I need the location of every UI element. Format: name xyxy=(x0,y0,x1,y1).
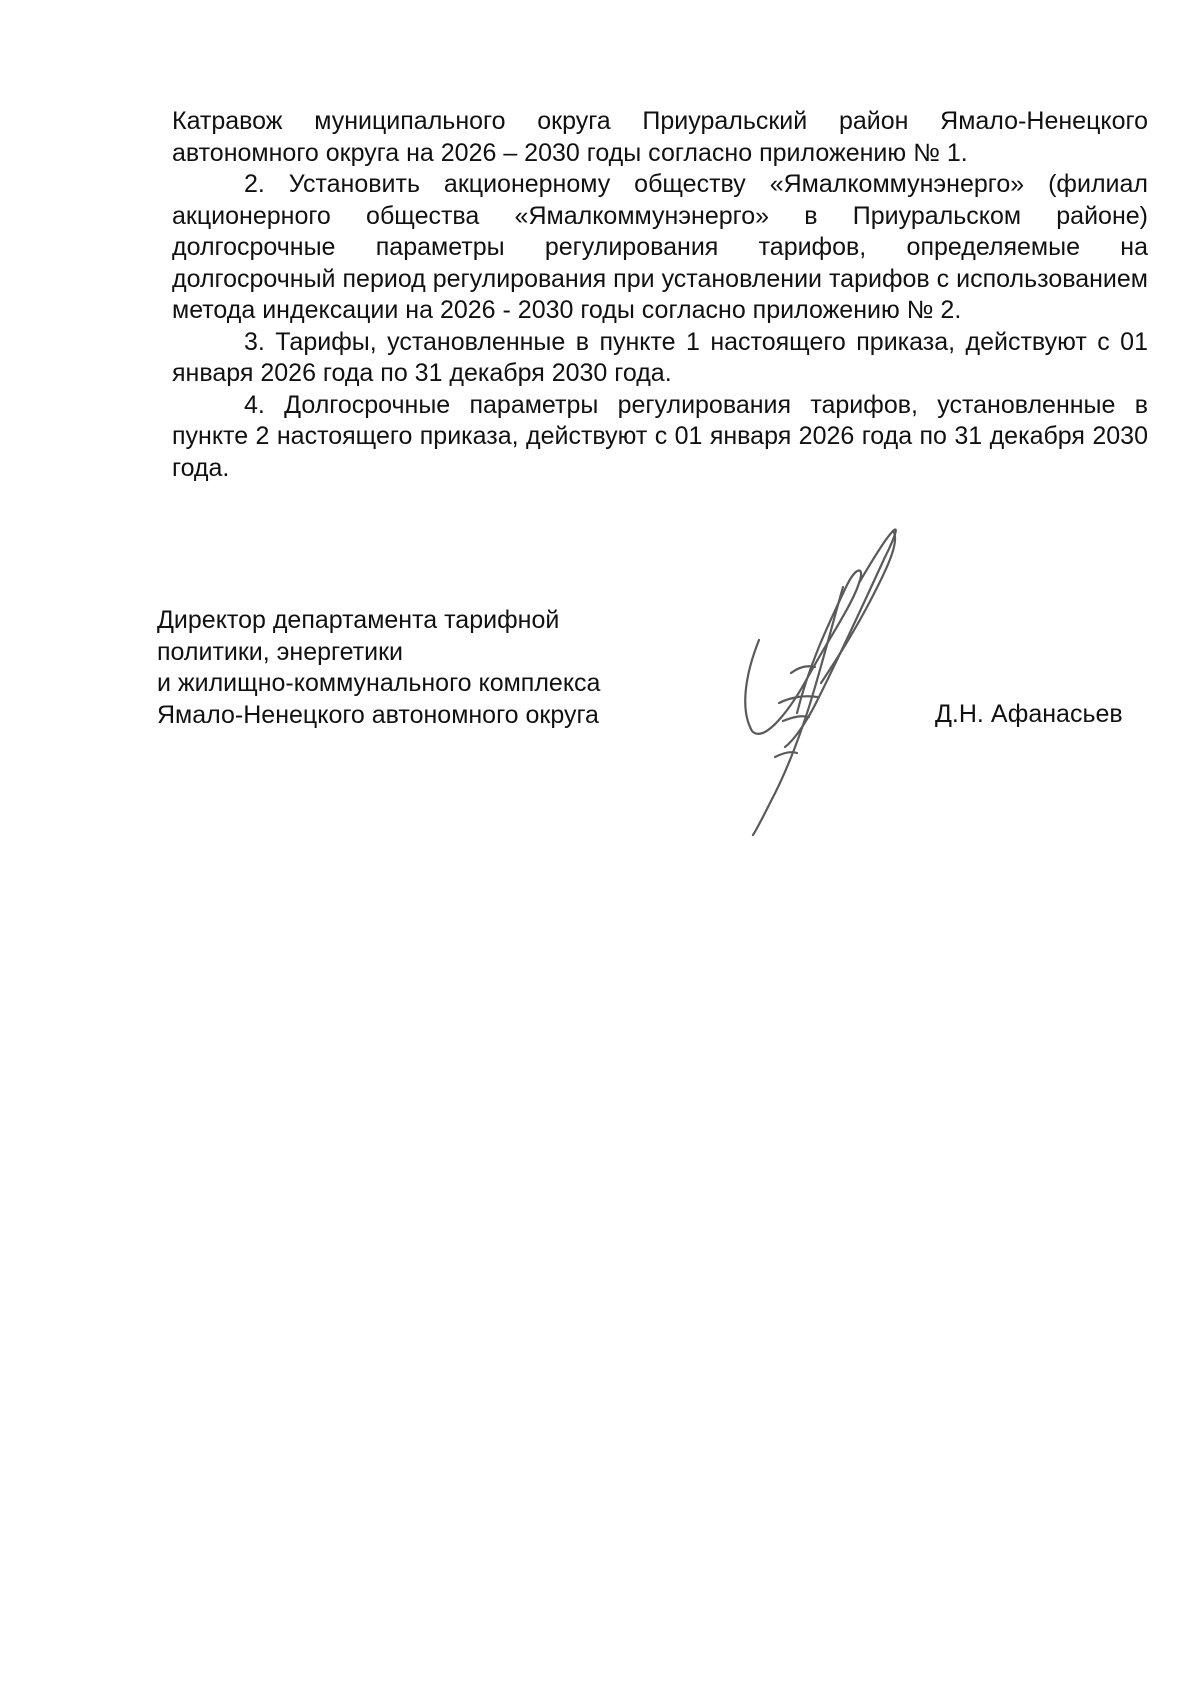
handwritten-signature xyxy=(735,525,975,855)
paragraph-4: 4. Долгосрочные параметры регулирования тарифов, установленные в пункте 2 настоящего приказа, действуют с 01 января 2026 года по 31 декабря 2030 года. xyxy=(172,390,1148,482)
position-line-1: Директор департамента тарифной xyxy=(157,606,560,634)
order-body xyxy=(172,106,1148,484)
paragraph-1-continuation: Катравож муниципального округа Приуральский район Ямало-Ненецкого автономного округа на 2026 – 2030 годы согласно приложению № 1. xyxy=(172,107,1148,167)
paragraph-2: 2. Установить акционерному обществу «Ямалкоммунэнерго» (филиал акционерного общества «Ямалкоммунэнерго» в Приуральском районе) долгосрочные параметры регулирования тарифов, определяемые на долгосрочный период регулирования при установлении тарифов с использованием метода индексации на 2026 - 2030 годы согласно приложению № 2. xyxy=(172,170,1148,324)
paragraph-3: 3. Тарифы, установленные в пункте 1 настоящего приказа, действуют с 01 января 2026 года по 31 декабря 2030 года. xyxy=(172,327,1148,387)
signatory-position xyxy=(157,605,600,731)
position-line-2: политики, энергетики xyxy=(157,637,403,666)
position-line-3: и жилищно-коммунального комплекса xyxy=(157,669,601,697)
signatory-name: Д.Н. Афанасьев xyxy=(935,700,1123,728)
position-line-4: Ямало-Ненецкого автономного округа xyxy=(157,700,599,729)
